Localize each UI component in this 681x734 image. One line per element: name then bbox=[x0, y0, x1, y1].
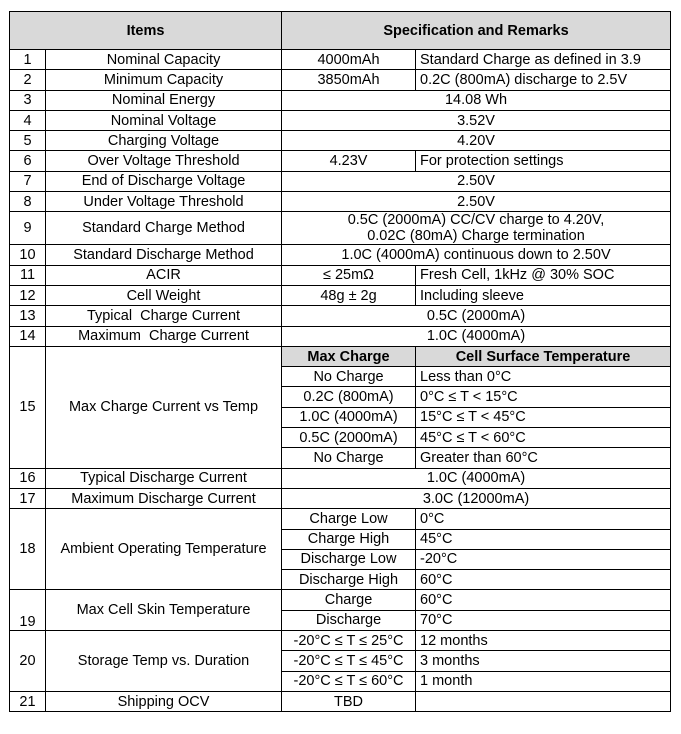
sub-value: Charge Low bbox=[282, 509, 416, 529]
spec-value: 4.23V bbox=[282, 151, 416, 171]
sub-value: 0.2C (800mA) bbox=[282, 387, 416, 407]
table-row bbox=[10, 326, 671, 346]
row-number: 14 bbox=[10, 326, 46, 346]
sub-value: No Charge bbox=[282, 367, 416, 387]
item-name: Maximum Discharge Current bbox=[46, 488, 282, 508]
row-number: 13 bbox=[10, 306, 46, 326]
sub-value: 1.0C (4000mA) bbox=[282, 407, 416, 427]
sub-value: Discharge Low bbox=[282, 549, 416, 569]
spec-remark: Including sleeve bbox=[416, 285, 671, 305]
spec-value: 14.08 Wh bbox=[282, 90, 671, 110]
table-row bbox=[10, 631, 671, 651]
spec-value: 1.0C (4000mA) continuous down to 2.50V bbox=[282, 245, 671, 265]
table-row bbox=[10, 192, 671, 212]
spec-value: 0.5C (2000mA) bbox=[282, 306, 671, 326]
spec-value: 1.0C (4000mA) bbox=[282, 326, 671, 346]
spec-line: 0.5C (2000mA) CC/CV charge to 4.20V, bbox=[347, 212, 605, 229]
spec-remark: 0.2C (800mA) discharge to 2.5V bbox=[416, 70, 671, 90]
sub-value: No Charge bbox=[282, 448, 416, 468]
row-number: 15 bbox=[10, 346, 46, 468]
item-name: Typical Discharge Current bbox=[46, 468, 282, 488]
row-number: 1 bbox=[10, 50, 46, 70]
row-number: 3 bbox=[10, 90, 46, 110]
sub-value: -20°C ≤ T ≤ 45°C bbox=[282, 651, 416, 671]
sub-value: Charge bbox=[282, 590, 416, 610]
item-name: End of Discharge Voltage bbox=[46, 171, 282, 191]
spec-remark bbox=[416, 691, 671, 711]
subheader-max-charge: Max Charge bbox=[282, 346, 416, 366]
sub-remark: Less than 0°C bbox=[416, 367, 671, 387]
table-row bbox=[10, 245, 671, 265]
table-row bbox=[10, 285, 671, 305]
header-specification: Specification and Remarks bbox=[282, 12, 671, 50]
row-number: 16 bbox=[10, 468, 46, 488]
item-name: Maximum Charge Current bbox=[46, 326, 282, 346]
spec-value: 1.0C (4000mA) bbox=[282, 468, 671, 488]
subheader-cell-surface-temperature: Cell Surface Temperature bbox=[416, 346, 671, 366]
item-name: Charging Voltage bbox=[46, 131, 282, 151]
sub-remark: 45°C ≤ T < 60°C bbox=[416, 428, 671, 448]
sub-remark: 1 month bbox=[416, 671, 671, 691]
spec-remark: For protection settings bbox=[416, 151, 671, 171]
spec-value: 2.50V bbox=[282, 171, 671, 191]
table-row bbox=[10, 50, 671, 70]
table-row bbox=[10, 509, 671, 529]
sub-remark: 45°C bbox=[416, 529, 671, 549]
table-row bbox=[10, 90, 671, 110]
spec-remark: Standard Charge as defined in 3.9 bbox=[416, 50, 671, 70]
sub-remark: 60°C bbox=[416, 590, 671, 610]
spec-value bbox=[282, 212, 671, 245]
spec-value: 3850mAh bbox=[282, 70, 416, 90]
item-name: Standard Discharge Method bbox=[46, 245, 282, 265]
table-row bbox=[10, 151, 671, 171]
item-name: Standard Charge Method bbox=[46, 212, 282, 245]
table-row bbox=[10, 488, 671, 508]
row-number: 8 bbox=[10, 192, 46, 212]
row-number: 4 bbox=[10, 110, 46, 130]
row-number: 20 bbox=[10, 631, 46, 692]
item-name: Typical Charge Current bbox=[46, 306, 282, 326]
row-number: 17 bbox=[10, 488, 46, 508]
row-number: 6 bbox=[10, 151, 46, 171]
sub-remark: -20°C bbox=[416, 549, 671, 569]
sub-remark: 0°C ≤ T < 15°C bbox=[416, 387, 671, 407]
row-number: 2 bbox=[10, 70, 46, 90]
spec-value: 4000mAh bbox=[282, 50, 416, 70]
item-name: Max Charge Current vs Temp bbox=[46, 346, 282, 468]
spec-line: 0.02C (80mA) Charge termination bbox=[367, 228, 585, 245]
row-number: 12 bbox=[10, 285, 46, 305]
sub-remark: 70°C bbox=[416, 610, 671, 630]
specification-table bbox=[9, 11, 671, 712]
item-name: Shipping OCV bbox=[46, 691, 282, 711]
item-name: ACIR bbox=[46, 265, 282, 285]
item-name: Storage Temp vs. Duration bbox=[46, 631, 282, 692]
sub-remark: 3 months bbox=[416, 651, 671, 671]
item-name: Ambient Operating Temperature bbox=[46, 509, 282, 590]
item-name: Under Voltage Threshold bbox=[46, 192, 282, 212]
header-items: Items bbox=[10, 12, 282, 50]
row-number: 10 bbox=[10, 245, 46, 265]
item-name: Over Voltage Threshold bbox=[46, 151, 282, 171]
sub-value: Charge High bbox=[282, 529, 416, 549]
spec-value: 2.50V bbox=[282, 192, 671, 212]
table-row bbox=[10, 131, 671, 151]
row-number: 11 bbox=[10, 265, 46, 285]
table-row bbox=[10, 171, 671, 191]
sub-value: Discharge bbox=[282, 610, 416, 630]
item-name: Nominal Energy bbox=[46, 90, 282, 110]
item-name: Nominal Capacity bbox=[46, 50, 282, 70]
spec-remark: Fresh Cell, 1kHz @ 30% SOC bbox=[416, 265, 671, 285]
table-row bbox=[10, 468, 671, 488]
sub-remark: 15°C ≤ T < 45°C bbox=[416, 407, 671, 427]
sub-value: 0.5C (2000mA) bbox=[282, 428, 416, 448]
table-row bbox=[10, 110, 671, 130]
item-name: Nominal Voltage bbox=[46, 110, 282, 130]
item-name: Cell Weight bbox=[46, 285, 282, 305]
table-row bbox=[10, 70, 671, 90]
spec-value: TBD bbox=[282, 691, 416, 711]
table-row bbox=[10, 212, 671, 245]
table-row bbox=[10, 590, 671, 610]
spec-value: 3.52V bbox=[282, 110, 671, 130]
sub-remark: 0°C bbox=[416, 509, 671, 529]
table-row bbox=[10, 346, 671, 366]
sub-remark: Greater than 60°C bbox=[416, 448, 671, 468]
sub-value: -20°C ≤ T ≤ 25°C bbox=[282, 631, 416, 651]
sub-value: Discharge High bbox=[282, 570, 416, 590]
table-row bbox=[10, 265, 671, 285]
row-number: 18 bbox=[10, 509, 46, 590]
sub-remark: 12 months bbox=[416, 631, 671, 651]
sub-remark: 60°C bbox=[416, 570, 671, 590]
sub-value: -20°C ≤ T ≤ 60°C bbox=[282, 671, 416, 691]
item-name: Minimum Capacity bbox=[46, 70, 282, 90]
row-number: 9 bbox=[10, 212, 46, 245]
item-name: Max Cell Skin Temperature bbox=[46, 590, 282, 631]
table-row bbox=[10, 306, 671, 326]
spec-value: 3.0C (12000mA) bbox=[282, 488, 671, 508]
spec-value: 4.20V bbox=[282, 131, 671, 151]
row-number: 21 bbox=[10, 691, 46, 711]
spec-value: 48g ± 2g bbox=[282, 285, 416, 305]
row-number: 7 bbox=[10, 171, 46, 191]
table-row bbox=[10, 691, 671, 711]
spec-value: ≤ 25mΩ bbox=[282, 265, 416, 285]
row-number: 19 bbox=[10, 590, 46, 631]
row-number: 5 bbox=[10, 131, 46, 151]
table-header-row bbox=[10, 12, 671, 50]
